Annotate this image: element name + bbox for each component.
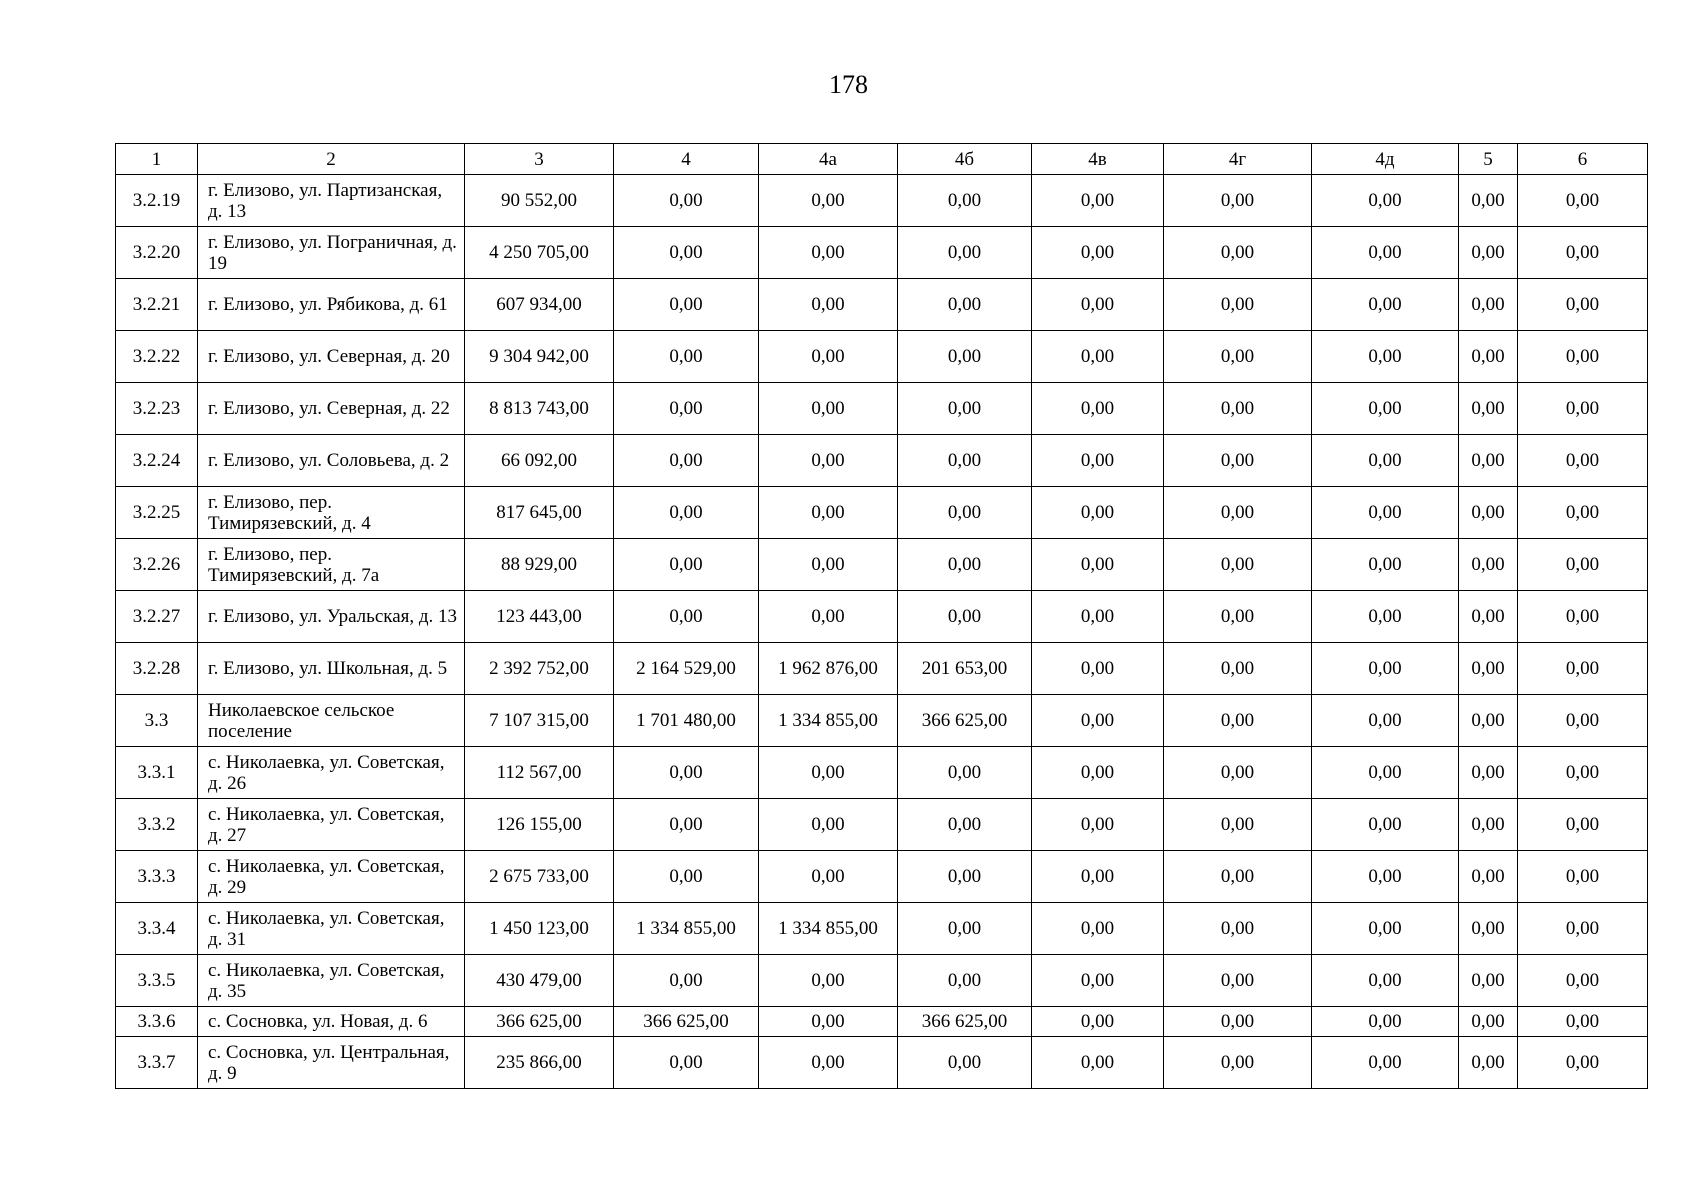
amount-cell: 0,00 xyxy=(1032,227,1164,279)
amount-cell: 0,00 xyxy=(614,799,759,851)
amount-cell: 0,00 xyxy=(1518,279,1648,331)
table-row xyxy=(116,487,1648,539)
row-number-cell: 3.3.7 xyxy=(116,1037,198,1089)
amount-cell: 0,00 xyxy=(1518,1037,1648,1089)
address-cell: с. Николаевка, ул. Советская, д. 31 xyxy=(198,903,465,955)
amount-cell: 0,00 xyxy=(1459,747,1518,799)
amount-cell: 0,00 xyxy=(1164,487,1312,539)
amount-cell: 0,00 xyxy=(759,539,898,591)
column-header: 4а xyxy=(759,144,898,175)
table-row xyxy=(116,955,1648,1007)
amount-cell: 0,00 xyxy=(1312,799,1459,851)
amount-cell: 0,00 xyxy=(1312,851,1459,903)
row-number-cell: 3.2.26 xyxy=(116,539,198,591)
amount-cell: 0,00 xyxy=(1312,695,1459,747)
amount-cell: 0,00 xyxy=(1518,435,1648,487)
amount-cell: 0,00 xyxy=(1312,279,1459,331)
amount-cell: 0,00 xyxy=(1518,851,1648,903)
amount-cell: 0,00 xyxy=(759,851,898,903)
amount-cell: 0,00 xyxy=(614,331,759,383)
amount-cell: 0,00 xyxy=(898,903,1032,955)
amount-cell: 0,00 xyxy=(1459,435,1518,487)
amount-cell: 0,00 xyxy=(1312,591,1459,643)
amount-cell: 0,00 xyxy=(1164,747,1312,799)
amount-cell: 0,00 xyxy=(1459,279,1518,331)
amount-cell: 0,00 xyxy=(1164,799,1312,851)
address-cell: с. Сосновка, ул. Новая, д. 6 xyxy=(198,1007,465,1037)
amount-cell: 0,00 xyxy=(898,955,1032,1007)
amount-cell: 0,00 xyxy=(1459,331,1518,383)
amount-cell: 0,00 xyxy=(1164,175,1312,227)
amount-cell: 0,00 xyxy=(1459,591,1518,643)
amount-cell: 0,00 xyxy=(1312,383,1459,435)
amount-cell: 366 625,00 xyxy=(614,1007,759,1037)
amount-cell: 0,00 xyxy=(1518,903,1648,955)
amount-cell: 0,00 xyxy=(1459,851,1518,903)
amount-cell: 0,00 xyxy=(898,435,1032,487)
address-cell: г. Елизово, ул. Северная, д. 22 xyxy=(198,383,465,435)
amount-cell: 0,00 xyxy=(1164,955,1312,1007)
amount-cell: 0,00 xyxy=(759,955,898,1007)
amount-cell: 0,00 xyxy=(1032,851,1164,903)
amount-cell: 1 701 480,00 xyxy=(614,695,759,747)
amount-cell: 66 092,00 xyxy=(465,435,614,487)
row-number-cell: 3.3.4 xyxy=(116,903,198,955)
amount-cell: 1 962 876,00 xyxy=(759,643,898,695)
amount-cell: 0,00 xyxy=(1312,955,1459,1007)
amount-cell: 0,00 xyxy=(759,227,898,279)
address-cell: г. Елизово, ул. Уральская, д. 13 xyxy=(198,591,465,643)
amount-cell: 0,00 xyxy=(759,279,898,331)
amount-cell: 0,00 xyxy=(1518,955,1648,1007)
column-header: 5 xyxy=(1459,144,1518,175)
amount-cell: 0,00 xyxy=(1164,903,1312,955)
amount-cell: 0,00 xyxy=(1312,227,1459,279)
row-number-cell: 3.2.27 xyxy=(116,591,198,643)
amount-cell: 0,00 xyxy=(1032,435,1164,487)
table-row xyxy=(116,279,1648,331)
amount-cell: 0,00 xyxy=(1518,1007,1648,1037)
amount-cell: 0,00 xyxy=(1164,695,1312,747)
amount-cell: 0,00 xyxy=(614,227,759,279)
table-row xyxy=(116,799,1648,851)
amount-cell: 0,00 xyxy=(1032,1037,1164,1089)
amount-cell: 0,00 xyxy=(1312,487,1459,539)
amount-cell: 0,00 xyxy=(1459,227,1518,279)
amount-cell: 0,00 xyxy=(1164,591,1312,643)
address-cell: г. Елизово, пер. Тимирязевский, д. 7а xyxy=(198,539,465,591)
amount-cell: 0,00 xyxy=(898,487,1032,539)
amount-cell: 0,00 xyxy=(1312,747,1459,799)
amount-cell: 0,00 xyxy=(1032,643,1164,695)
column-header: 4в xyxy=(1032,144,1164,175)
row-number-cell: 3.2.19 xyxy=(116,175,198,227)
column-header: 6 xyxy=(1518,144,1648,175)
amount-cell: 0,00 xyxy=(1032,175,1164,227)
amount-cell: 0,00 xyxy=(614,383,759,435)
amount-cell: 0,00 xyxy=(1032,903,1164,955)
amount-cell: 0,00 xyxy=(759,1037,898,1089)
amount-cell: 0,00 xyxy=(1518,591,1648,643)
amount-cell: 4 250 705,00 xyxy=(465,227,614,279)
amount-cell: 0,00 xyxy=(614,955,759,1007)
table-row xyxy=(116,1037,1648,1089)
address-cell: Николаевское сельское поселение xyxy=(198,695,465,747)
address-cell: с. Николаевка, ул. Советская, д. 35 xyxy=(198,955,465,1007)
amount-cell: 0,00 xyxy=(898,799,1032,851)
amount-cell: 0,00 xyxy=(1312,643,1459,695)
amount-cell: 2 392 752,00 xyxy=(465,643,614,695)
amount-cell: 817 645,00 xyxy=(465,487,614,539)
table-row xyxy=(116,903,1648,955)
amount-cell: 0,00 xyxy=(1312,539,1459,591)
amount-cell: 112 567,00 xyxy=(465,747,614,799)
row-number-cell: 3.2.25 xyxy=(116,487,198,539)
amount-cell: 0,00 xyxy=(898,851,1032,903)
address-cell: с. Сосновка, ул. Центральная, д. 9 xyxy=(198,1037,465,1089)
table-row xyxy=(116,851,1648,903)
amount-cell: 0,00 xyxy=(1518,227,1648,279)
amount-cell: 0,00 xyxy=(1459,1037,1518,1089)
amount-cell: 88 929,00 xyxy=(465,539,614,591)
table-row xyxy=(116,643,1648,695)
amount-cell: 123 443,00 xyxy=(465,591,614,643)
amount-cell: 0,00 xyxy=(1459,643,1518,695)
amount-cell: 0,00 xyxy=(1312,175,1459,227)
amount-cell: 8 813 743,00 xyxy=(465,383,614,435)
page-number: 178 xyxy=(829,70,868,99)
amount-cell: 0,00 xyxy=(898,539,1032,591)
amount-cell: 7 107 315,00 xyxy=(465,695,614,747)
amount-cell: 0,00 xyxy=(759,383,898,435)
amount-cell: 607 934,00 xyxy=(465,279,614,331)
amount-cell: 0,00 xyxy=(1164,227,1312,279)
amount-cell: 0,00 xyxy=(1518,175,1648,227)
column-header: 4 xyxy=(614,144,759,175)
amount-cell: 2 164 529,00 xyxy=(614,643,759,695)
column-header: 1 xyxy=(116,144,198,175)
address-cell: с. Николаевка, ул. Советская, д. 26 xyxy=(198,747,465,799)
row-number-cell: 3.2.24 xyxy=(116,435,198,487)
row-number-cell: 3.2.21 xyxy=(116,279,198,331)
table-row xyxy=(116,591,1648,643)
amount-cell: 0,00 xyxy=(1518,383,1648,435)
amount-cell: 90 552,00 xyxy=(465,175,614,227)
amount-cell: 0,00 xyxy=(1032,591,1164,643)
table-row xyxy=(116,227,1648,279)
column-header: 4г xyxy=(1164,144,1312,175)
amount-cell: 0,00 xyxy=(1164,851,1312,903)
row-number-cell: 3.2.22 xyxy=(116,331,198,383)
amount-cell: 0,00 xyxy=(1459,955,1518,1007)
amount-cell: 0,00 xyxy=(1312,1037,1459,1089)
address-cell: г. Елизово, ул. Пограничная, д. 19 xyxy=(198,227,465,279)
amount-cell: 0,00 xyxy=(1518,747,1648,799)
amount-cell: 0,00 xyxy=(759,487,898,539)
amount-cell: 430 479,00 xyxy=(465,955,614,1007)
row-number-cell: 3.3.2 xyxy=(116,799,198,851)
address-cell: г. Елизово, пер. Тимирязевский, д. 4 xyxy=(198,487,465,539)
amount-cell: 0,00 xyxy=(1032,487,1164,539)
amount-cell: 0,00 xyxy=(898,175,1032,227)
amount-cell: 0,00 xyxy=(759,1007,898,1037)
row-number-cell: 3.3.3 xyxy=(116,851,198,903)
address-cell: г. Елизово, ул. Соловьева, д. 2 xyxy=(198,435,465,487)
amount-cell: 0,00 xyxy=(1518,487,1648,539)
amount-cell: 0,00 xyxy=(1459,903,1518,955)
amount-cell: 0,00 xyxy=(1164,279,1312,331)
amount-cell: 0,00 xyxy=(898,1037,1032,1089)
amount-cell: 0,00 xyxy=(759,331,898,383)
amount-cell: 0,00 xyxy=(1164,539,1312,591)
amount-cell: 0,00 xyxy=(898,747,1032,799)
amount-cell: 0,00 xyxy=(1518,539,1648,591)
amount-cell: 0,00 xyxy=(1459,695,1518,747)
amount-cell: 0,00 xyxy=(1459,383,1518,435)
amount-cell: 0,00 xyxy=(1164,435,1312,487)
amount-cell: 126 155,00 xyxy=(465,799,614,851)
address-cell: с. Николаевка, ул. Советская, д. 29 xyxy=(198,851,465,903)
address-cell: с. Николаевка, ул. Советская, д. 27 xyxy=(198,799,465,851)
row-number-cell: 3.2.23 xyxy=(116,383,198,435)
amount-cell: 0,00 xyxy=(1032,695,1164,747)
address-cell: г. Елизово, ул. Школьная, д. 5 xyxy=(198,643,465,695)
amount-cell: 0,00 xyxy=(1459,487,1518,539)
amount-cell: 0,00 xyxy=(1459,175,1518,227)
row-number-cell: 3.2.20 xyxy=(116,227,198,279)
amount-cell: 1 334 855,00 xyxy=(614,903,759,955)
table-row xyxy=(116,331,1648,383)
amount-cell: 1 334 855,00 xyxy=(759,903,898,955)
amount-cell: 0,00 xyxy=(614,435,759,487)
amount-cell: 0,00 xyxy=(1032,383,1164,435)
table-row xyxy=(116,747,1648,799)
amount-cell: 0,00 xyxy=(1459,799,1518,851)
amount-cell: 0,00 xyxy=(898,591,1032,643)
amount-cell: 0,00 xyxy=(1164,643,1312,695)
row-number-cell: 3.2.28 xyxy=(116,643,198,695)
row-number-cell: 3.3 xyxy=(116,695,198,747)
amount-cell: 0,00 xyxy=(614,851,759,903)
table-row xyxy=(116,539,1648,591)
amount-cell: 0,00 xyxy=(1032,539,1164,591)
amount-cell: 0,00 xyxy=(1032,1007,1164,1037)
row-number-cell: 3.3.6 xyxy=(116,1007,198,1037)
amount-cell: 0,00 xyxy=(1032,955,1164,1007)
amount-cell: 0,00 xyxy=(759,799,898,851)
table-row xyxy=(116,695,1648,747)
amount-cell: 0,00 xyxy=(1518,799,1648,851)
amount-cell: 0,00 xyxy=(898,383,1032,435)
amount-cell: 0,00 xyxy=(1459,1007,1518,1037)
amount-cell: 0,00 xyxy=(1032,747,1164,799)
amount-cell: 366 625,00 xyxy=(898,695,1032,747)
amount-cell: 9 304 942,00 xyxy=(465,331,614,383)
amount-cell: 0,00 xyxy=(614,1037,759,1089)
table-row xyxy=(116,1007,1648,1037)
column-header: 3 xyxy=(465,144,614,175)
amount-cell: 201 653,00 xyxy=(898,643,1032,695)
amount-cell: 0,00 xyxy=(898,227,1032,279)
amount-cell: 366 625,00 xyxy=(465,1007,614,1037)
amount-cell: 0,00 xyxy=(614,487,759,539)
amount-cell: 1 450 123,00 xyxy=(465,903,614,955)
amount-cell: 1 334 855,00 xyxy=(759,695,898,747)
amount-cell: 0,00 xyxy=(614,747,759,799)
amount-cell: 0,00 xyxy=(759,591,898,643)
amount-cell: 0,00 xyxy=(1312,331,1459,383)
amount-cell: 0,00 xyxy=(1032,799,1164,851)
table-row xyxy=(116,175,1648,227)
amount-cell: 0,00 xyxy=(614,539,759,591)
data-table xyxy=(115,143,1648,1089)
amount-cell: 0,00 xyxy=(614,175,759,227)
column-header: 4д xyxy=(1312,144,1459,175)
column-header: 4б xyxy=(898,144,1032,175)
amount-cell: 0,00 xyxy=(1518,331,1648,383)
amount-cell: 0,00 xyxy=(1312,435,1459,487)
amount-cell: 0,00 xyxy=(1164,331,1312,383)
amount-cell: 0,00 xyxy=(898,331,1032,383)
amount-cell: 0,00 xyxy=(898,279,1032,331)
amount-cell: 0,00 xyxy=(1459,539,1518,591)
address-cell: г. Елизово, ул. Северная, д. 20 xyxy=(198,331,465,383)
column-header: 2 xyxy=(198,144,465,175)
amount-cell: 0,00 xyxy=(1312,903,1459,955)
amount-cell: 0,00 xyxy=(1164,1007,1312,1037)
address-cell: г. Елизово, ул. Рябикова, д. 61 xyxy=(198,279,465,331)
amount-cell: 2 675 733,00 xyxy=(465,851,614,903)
amount-cell: 0,00 xyxy=(1518,643,1648,695)
amount-cell: 0,00 xyxy=(614,591,759,643)
amount-cell: 0,00 xyxy=(1312,1007,1459,1037)
table-header-row xyxy=(116,144,1648,175)
row-number-cell: 3.3.1 xyxy=(116,747,198,799)
amount-cell: 0,00 xyxy=(759,747,898,799)
amount-cell: 0,00 xyxy=(1518,695,1648,747)
amount-cell: 0,00 xyxy=(1032,331,1164,383)
amount-cell: 0,00 xyxy=(1164,383,1312,435)
amount-cell: 0,00 xyxy=(1164,1037,1312,1089)
amount-cell: 0,00 xyxy=(1032,279,1164,331)
amount-cell: 235 866,00 xyxy=(465,1037,614,1089)
amount-cell: 0,00 xyxy=(759,435,898,487)
amount-cell: 0,00 xyxy=(759,175,898,227)
table-row xyxy=(116,435,1648,487)
row-number-cell: 3.3.5 xyxy=(116,955,198,1007)
amount-cell: 0,00 xyxy=(614,279,759,331)
amount-cell: 366 625,00 xyxy=(898,1007,1032,1037)
address-cell: г. Елизово, ул. Партизанская, д. 13 xyxy=(198,175,465,227)
table-row xyxy=(116,383,1648,435)
